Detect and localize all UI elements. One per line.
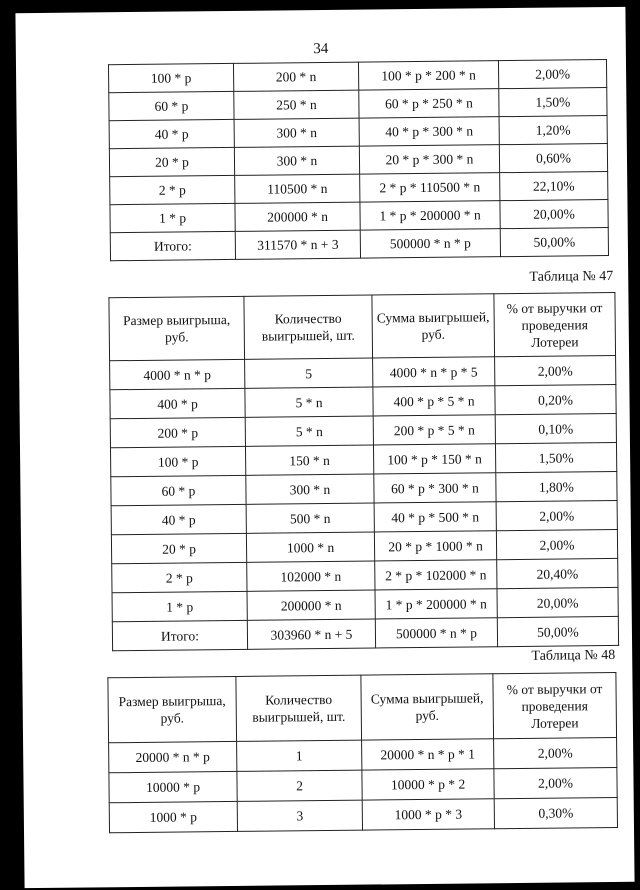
table-47-caption: Таблица № 47 bbox=[529, 268, 614, 285]
header-revenue-percent: % от выручки от проведения Лотереи bbox=[494, 292, 616, 356]
table-cell: 2,00% bbox=[496, 529, 617, 559]
table-cell: 20000 * n * р bbox=[109, 741, 237, 772]
table-cell: 20 * р * 300 * n bbox=[359, 145, 499, 174]
table-cell: 2,00% bbox=[496, 500, 617, 530]
table-cell: 303960 * n + 5 bbox=[247, 619, 375, 649]
table-cell: 2,00% bbox=[494, 737, 617, 768]
table-cell: 1,50% bbox=[499, 88, 607, 117]
table-cell: 102000 * n bbox=[247, 561, 375, 591]
table-cell: 1,80% bbox=[496, 471, 617, 501]
table-cell: 10000 * р * 2 bbox=[362, 769, 494, 800]
table-cell: 1,50% bbox=[495, 442, 616, 472]
table-cell: 2,00% bbox=[495, 355, 616, 385]
header-prize-size: Размер выигрыша, руб. bbox=[108, 676, 237, 742]
table-cell: 150 * n bbox=[245, 445, 373, 475]
table-cell: Итого: bbox=[110, 231, 235, 260]
table-cell: 2 * р bbox=[112, 562, 247, 592]
header-prize-count: Количество выигрышей, шт. bbox=[244, 295, 373, 359]
header-prize-sum: Сумма выигрышей, руб. bbox=[361, 674, 494, 740]
table-cell: 2 * р bbox=[110, 175, 235, 204]
table-cell: 200000 * n bbox=[235, 202, 360, 231]
table-cell: 10000 * р bbox=[109, 771, 237, 802]
table-cell: 500 * n bbox=[246, 503, 374, 533]
table-cell: 500000 * n * р bbox=[375, 618, 497, 648]
table-cell: 0,30% bbox=[494, 797, 617, 828]
table-cell: 311570 * n + 3 bbox=[235, 230, 360, 259]
table-cell: 300 * n bbox=[234, 118, 359, 147]
table-cell: 20,00% bbox=[500, 200, 608, 229]
table-cell: 100 * р bbox=[110, 446, 245, 476]
table-cell: 20 * р bbox=[111, 533, 246, 563]
table-cell: 60 * р bbox=[111, 475, 246, 505]
table-cell: 4000 * n * р bbox=[110, 359, 245, 389]
table-cell: 3 bbox=[237, 800, 362, 831]
table-cell: 250 * n bbox=[234, 90, 359, 119]
table-cell: 200000 * n bbox=[247, 590, 375, 620]
table-prize-continued bbox=[108, 59, 609, 261]
header-prize-sum: Сумма выигрышей, руб. bbox=[372, 294, 495, 358]
table-cell: 400 * р bbox=[110, 388, 245, 418]
table-cell: 5 * n bbox=[245, 387, 373, 417]
table-cell: 1000 * р * 3 bbox=[362, 799, 494, 830]
table-cell: 60 * р bbox=[109, 91, 234, 120]
table-cell: 5 * n bbox=[245, 416, 373, 446]
table-cell: 20000 * n * р * 1 bbox=[362, 739, 494, 770]
table-cell: 200 * n bbox=[233, 62, 358, 91]
table-row bbox=[112, 616, 618, 650]
table-cell: 4000 * n * р * 5 bbox=[373, 357, 495, 387]
table-cell: 1 * р bbox=[110, 203, 235, 232]
table-cell: 0,10% bbox=[495, 413, 616, 443]
table-cell: 50,00% bbox=[497, 616, 618, 646]
table-cell: 40 * р * 300 * n bbox=[359, 117, 499, 146]
table-cell: 2,00% bbox=[494, 767, 617, 798]
table-cell: 1000 * р bbox=[109, 801, 237, 832]
table-cell: 50,00% bbox=[500, 228, 608, 257]
table-cell: 1 * р * 200000 * n bbox=[360, 201, 500, 230]
table-cell: 20 * р bbox=[109, 147, 234, 176]
table-cell: 1,20% bbox=[499, 116, 607, 145]
table-cell: 2,00% bbox=[498, 60, 606, 89]
table-cell: 60 * р * 300 * n bbox=[374, 473, 496, 503]
table-cell: 2 bbox=[237, 770, 362, 801]
table-cell: 20,00% bbox=[497, 587, 618, 617]
table-cell: 40 * р bbox=[109, 119, 234, 148]
table-cell: 20,40% bbox=[497, 558, 618, 588]
table-cell: 1 * р bbox=[112, 591, 247, 621]
table-cell: 20 * р * 1000 * n bbox=[374, 531, 496, 561]
table-47 bbox=[108, 292, 619, 651]
table-48 bbox=[107, 672, 618, 833]
table-cell: 40 * р bbox=[111, 504, 246, 534]
table-cell: 110500 * n bbox=[235, 174, 360, 203]
table-row bbox=[109, 797, 617, 832]
table-cell: 1 * р * 200000 * n bbox=[375, 589, 497, 619]
table-cell: 40 * р * 500 * n bbox=[374, 502, 496, 532]
table-cell: 22,10% bbox=[500, 172, 608, 201]
table-cell: Итого: bbox=[112, 620, 247, 650]
table-header-row bbox=[109, 292, 616, 360]
table-cell: 200 * р * 5 * n bbox=[373, 415, 495, 445]
table-cell: 2 * р * 110500 * n bbox=[360, 173, 500, 202]
document-page bbox=[15, 7, 634, 888]
table-cell: 0,20% bbox=[495, 384, 616, 414]
table-cell: 300 * n bbox=[246, 474, 374, 504]
table-cell: 200 * р bbox=[110, 417, 245, 447]
table-cell: 300 * n bbox=[234, 146, 359, 175]
header-prize-count: Количество выигрышей, шт. bbox=[236, 675, 362, 741]
table-cell: 400 * р * 5 * n bbox=[373, 386, 495, 416]
table-cell: 100 * р bbox=[108, 63, 233, 92]
table-row bbox=[110, 228, 608, 261]
table-cell: 500000 * n * р bbox=[360, 229, 500, 258]
table-cell: 1 bbox=[237, 740, 362, 771]
table-cell: 5 bbox=[245, 358, 373, 388]
table-cell: 1000 * n bbox=[246, 532, 374, 562]
table-cell: 2 * р * 102000 * n bbox=[375, 560, 497, 590]
header-revenue-percent: % от выручки от проведения Лотереи bbox=[493, 672, 617, 738]
page-number: 34 bbox=[313, 40, 329, 58]
table-header-row bbox=[108, 672, 617, 742]
table-48-caption: Таблица № 48 bbox=[531, 647, 616, 664]
table-cell: 0,60% bbox=[499, 144, 607, 173]
table-cell: 60 * р * 250 * n bbox=[359, 89, 499, 118]
table-cell: 100 * р * 200 * n bbox=[358, 61, 498, 90]
table-cell: 100 * р * 150 * n bbox=[373, 444, 495, 474]
header-prize-size: Размер выигрыша, руб. bbox=[109, 296, 245, 360]
